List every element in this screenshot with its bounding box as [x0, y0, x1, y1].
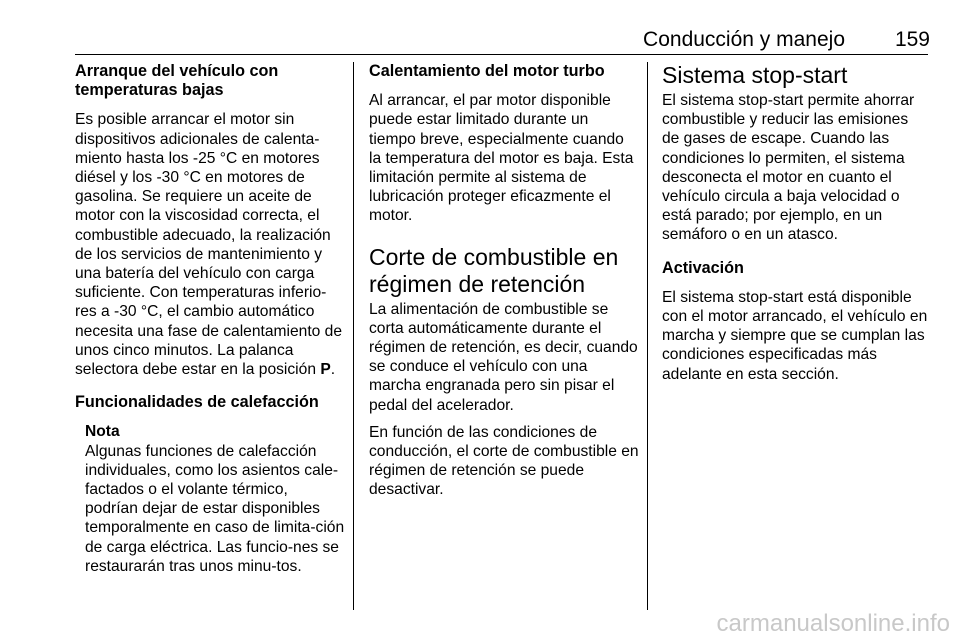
section-heading-stop-start: Sistema stop-start: [662, 62, 848, 88]
section-heading-turbo: Calentamiento del motor turbo: [369, 62, 605, 80]
page-header-title: Conducción y manejo: [643, 28, 845, 51]
section-heading-cold-start: Arranque del vehículo con temperaturas bajas: [75, 62, 279, 100]
note-text: Algunas funciones de calefacción individuales, como los asientos cale-factados o el volante térmico, podrían dejar de estar disponibles temporalmente en caso de limita-ción de carga eléctrica. Las funcio-nes se restaurarán tras unos minu-tos.: [85, 442, 345, 575]
paragraph-fuel-cut-2: En función de las condiciones de conducción, el corte de combustible en régimen de retención se puede desactivar.: [369, 423, 639, 499]
page-number: 159: [894, 28, 930, 51]
paragraph-turbo: Al arrancar, el par motor disponible puede estar limitado durante un tiempo breve, especialmente cuando la temperatura del motor es baja. Esta limitación permite al sistema de lubricación proteger eficazmente el motor.: [369, 92, 634, 225]
paragraph-activation: El sistema stop-start está disponible con el motor arrancado, el vehículo en marcha y siempre que se cumplan las condiciones especificadas más adelante en esta sección.: [662, 288, 928, 383]
paragraph-fuel-cut-1: La alimentación de combustible se corta automáticamente durante el régimen de retención, es decir, cuando se conduce el vehículo con una marcha engranada pero sin pisar el pedal del acelerador.: [369, 300, 638, 414]
section-heading-fuel-cut: Corte de combustible en régimen de retención: [369, 243, 619, 297]
column-left: [75, 62, 345, 576]
section-heading-activation: Activación: [662, 258, 744, 277]
paragraph-cold-start-text: Es posible arrancar el motor sin dispositivos adicionales de calenta-miento hasta los -25 °C en motores diésel y los -30 °C en motores de gasolina. Se requiere un aceite de motor con la viscosidad correcta, el combustible adecuado, la realización de los servicios de mantenimiento y una batería del vehículo con carga suficiente. Con temperaturas inferio-res a -30 °C, el cambio automático necesita una fase de calentamiento de unos cinco minutos. La palanca selectora debe estar en la posición: [75, 111, 343, 379]
column-divider-1: [353, 62, 354, 610]
note-block: [75, 422, 345, 576]
gear-position-p: P: [320, 361, 331, 379]
column-middle: [369, 62, 639, 508]
watermark-text: carmanualsonline.info: [716, 610, 950, 637]
section-heading-heating: Funcionalidades de calefacción: [75, 393, 319, 412]
column-right: [662, 62, 928, 392]
note-title: Nota: [85, 423, 120, 441]
header-rule: [75, 54, 928, 55]
paragraph-cold-start: [75, 110, 345, 379]
paragraph-cold-start-end: .: [330, 361, 336, 379]
column-divider-2: [647, 62, 648, 610]
paragraph-stop-start: El sistema stop-start permite ahorrar combustible y reducir las emisiones de gases de escape. Cuando las condiciones lo permiten, el sistema desconecta el motor en cuanto el vehículo circula a baja velocidad o está parado; por ejemplo, en un semáforo o en un atasco.: [662, 92, 915, 244]
